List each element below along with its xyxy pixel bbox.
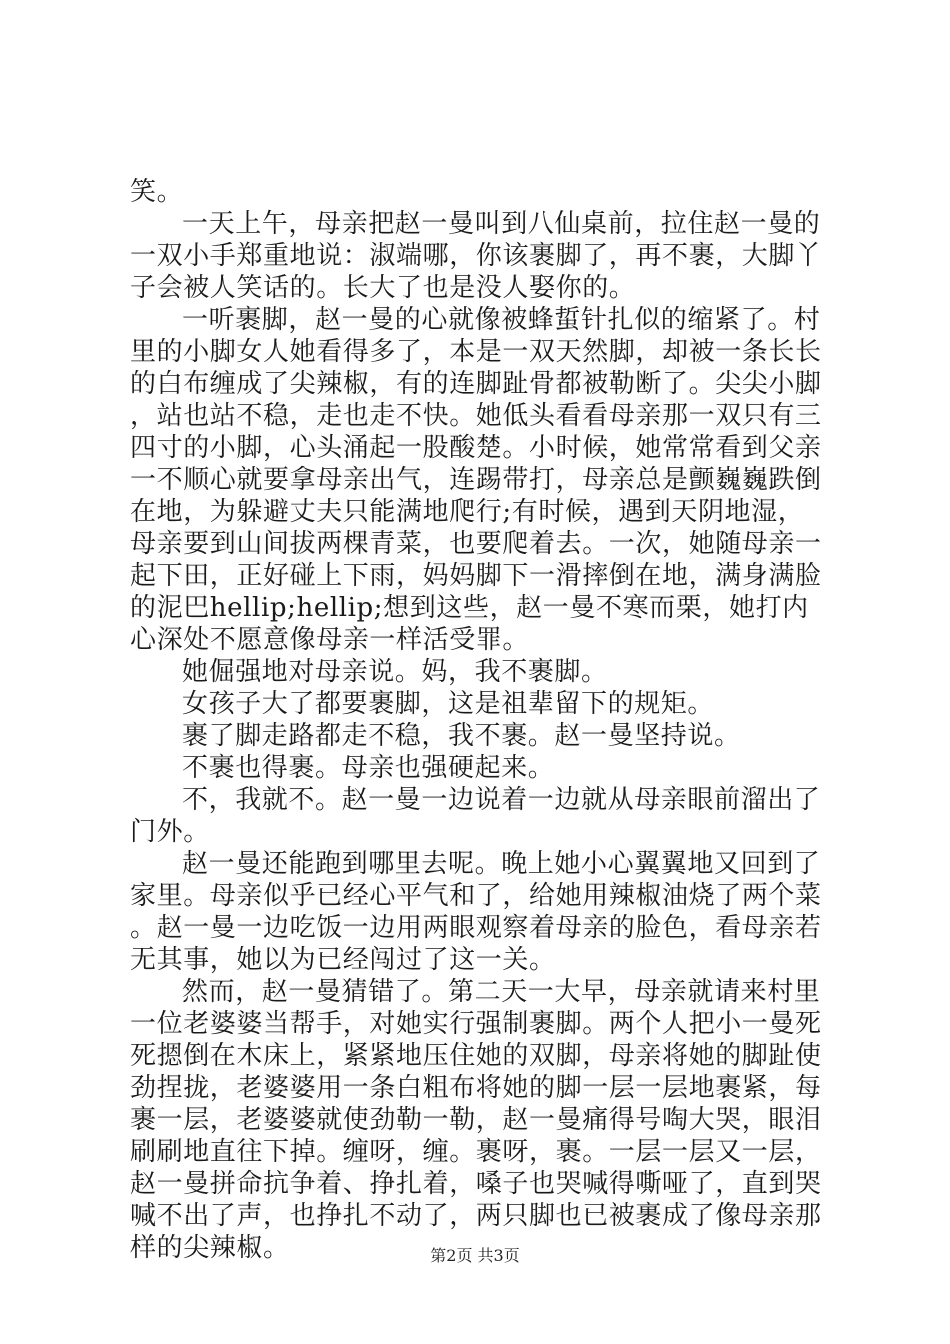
- paragraph: 她倔强地对母亲说。妈，我不裹脚。: [182, 657, 608, 687]
- paragraph: 然而，赵一曼猜错了。第二天一大早，母亲就请来村里一位老婆婆当帮手，对她实行强制裹脚。两个人把小一曼死死摁倒在木床上，紧紧地压住她的双脚，母亲将她的脚趾使劲捏拢，老婆婆用一条白粗布将她的脚一层一层地裹紧，每裹一层，老婆婆就使劲勒一勒，赵一曼痛得号啕大哭，眼泪刷刷地直往下掉。缠呀，缠。裹呀，裹。一层一层又一层，赵一曼拼命抗争着、挣扎着，嗓子也哭喊得嘶哑了，直到哭喊不出了声，也挣扎不动了，两只脚也已被裹成了像母亲那样的尖辣椒。: [130, 977, 822, 1263]
- page-footer: [0, 1246, 950, 1266]
- paragraph-continuation: 笑。: [130, 177, 184, 207]
- paragraph: 女孩子大了都要裹脚，这是祖辈留下的规矩。: [182, 689, 715, 719]
- paragraph: 一天上午，母亲把赵一曼叫到八仙桌前，拉住赵一曼的一双小手郑重地说：淑端哪，你该裹脚了，再不裹，大脚丫子会被人笑话的。长大了也是没人娶你的。: [130, 209, 822, 303]
- paragraph: 赵一曼还能跑到哪里去呢。晚上她小心翼翼地又回到了家里。母亲似乎已经心平气和了，给她用辣椒油烧了两个菜。赵一曼一边吃饭一边用两眼观察着母亲的脸色，看母亲若无其事，她以为已经闯过了这一关。: [130, 849, 822, 975]
- page-number-label: 第2页 共3页: [430, 1246, 520, 1265]
- paragraph: 不，我就不。赵一曼一边说着一边就从母亲眼前溜出了门外。: [130, 785, 821, 847]
- document-body: [130, 176, 830, 1264]
- paragraph: 裹了脚走路都走不稳，我不裹。赵一曼坚持说。: [182, 721, 741, 751]
- paragraph: 一听裹脚，赵一曼的心就像被蜂蜇针扎似的缩紧了。村里的小脚女人她看得多了，本是一双天然脚，却被一条长长的白布缠成了尖辣椒，有的连脚趾骨都被勒断了。尖尖小脚，站也站不稳，走也走不快。她低头看看母亲那一双只有三四寸的小脚，心头涌起一股酸楚。小时候，她常常看到父亲一不顺心就要拿母亲出气，连踢带打，母亲总是颤巍巍跌倒在地，为躲避丈夫只能满地爬行;有时候，遇到天阴地湿，母亲要到山间拔两棵青菜，也要爬着去。一次，她随母亲一起下田，正好碰上下雨，妈妈脚下一滑摔倒在地，满身满脸的泥巴hellip;hellip;想到这些，赵一曼不寒而栗，她打内心深处不愿意像母亲一样活受罪。: [130, 305, 822, 655]
- paragraph: 不裹也得裹。母亲也强硬起来。: [182, 753, 555, 783]
